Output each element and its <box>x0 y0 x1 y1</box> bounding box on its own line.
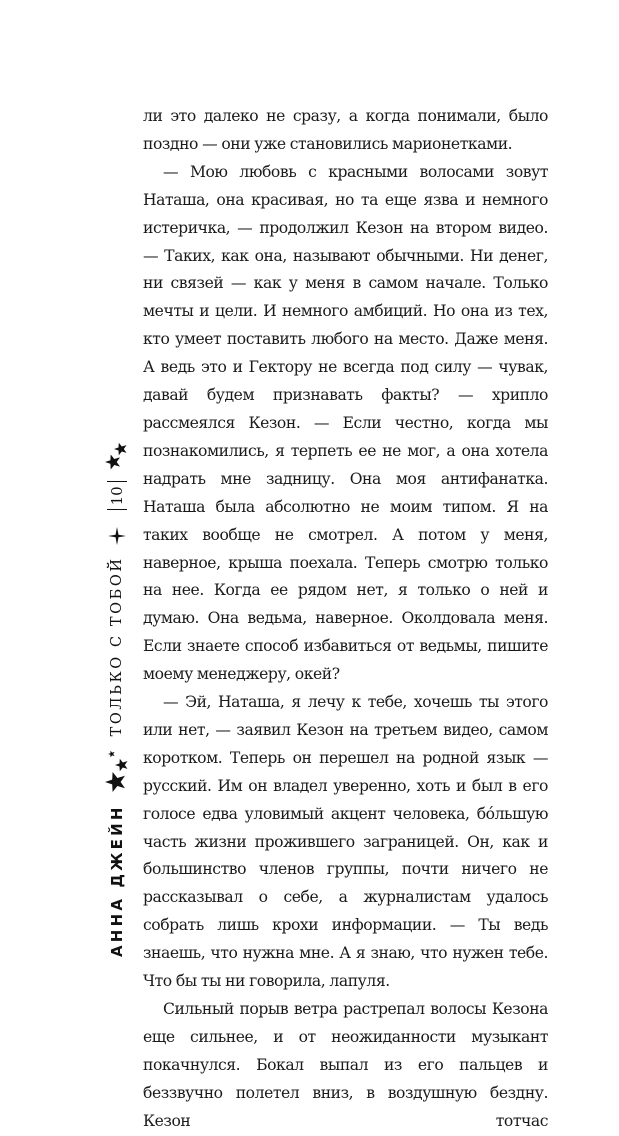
paragraph-3: — Эй, Наташа, я лечу к тебе, хочешь ты этого или нет, — заявил Кезон на третьем видео, самом коротком. Теперь он перешел на родной язык — русский. Им он владел уверенно, хоть и был в его голосе едва уловимый акцент человека, бо́льшую часть жизни прожившего заграницей. Он, как и большинство членов группы, почти ничего не рассказывал о себе, а журналистам удалось собрать лишь крохи информации. — Ты ведь знаешь, что нужна мне. А я знаю, что нужен тебе. Что бы ты ни говорила, лапуля. <box>143 693 548 991</box>
body-text <box>143 103 548 1136</box>
head-divider <box>107 509 127 510</box>
page-number: 10 <box>108 486 126 506</box>
head-divider <box>107 481 127 482</box>
star-icon <box>107 526 127 546</box>
book-title: ТОЛЬКО С ТОБОЙ <box>109 556 125 737</box>
star-pair-icon <box>102 439 132 471</box>
paragraph-1: ли это далеко не сразу, а когда понимали, было поздно — они уже становились марионетками. <box>143 107 548 153</box>
paragraph-4: Сильный порыв ветра растрепал волосы Кезона еще сильнее, и от неожиданности музыкант покачнулся. Бокал выпал из его пальцев и беззвучно полетел вниз, в воздушную бездну. Кезон тотчас <box>143 1000 548 1130</box>
paragraph-2: — Мою любовь с красными волосами зовут Наташа, она красивая, но та еще язва и немного истеричка, — продолжил Кезон на втором видео. — Таких, как она, называют обычными. Ни денег, ни связей — как у меня в самом начале. Только мечты и цели. И немного амбиций. Но она из тех, кто умеет поставить любого на место. Даже меня. А ведь это и Гектору не всегда под силу — чувак, давай будем признавать факты? — хрипло рассмеялся Кезон. — Если честно, когда мы познакомились, я терпеть ее не мог, а она хотела надрать мне задницу. Она моя антифанатка. Наташа была абсолютно не моим типом. Я на таких вообще не смотрел. А потом у меня, наверное, крыша поехала. Теперь смотрю только на нее. Когда ее рядом нет, я только о ней и думаю. Она ведьма, наверное. Околдовала меня. Если знаете способ избавиться от ведьмы, пишите моему менеджеру, окей? <box>143 162 548 684</box>
author-name: АННА ДЖЕЙН <box>108 804 126 957</box>
star-cluster-icon <box>102 744 132 792</box>
running-head <box>100 417 134 957</box>
